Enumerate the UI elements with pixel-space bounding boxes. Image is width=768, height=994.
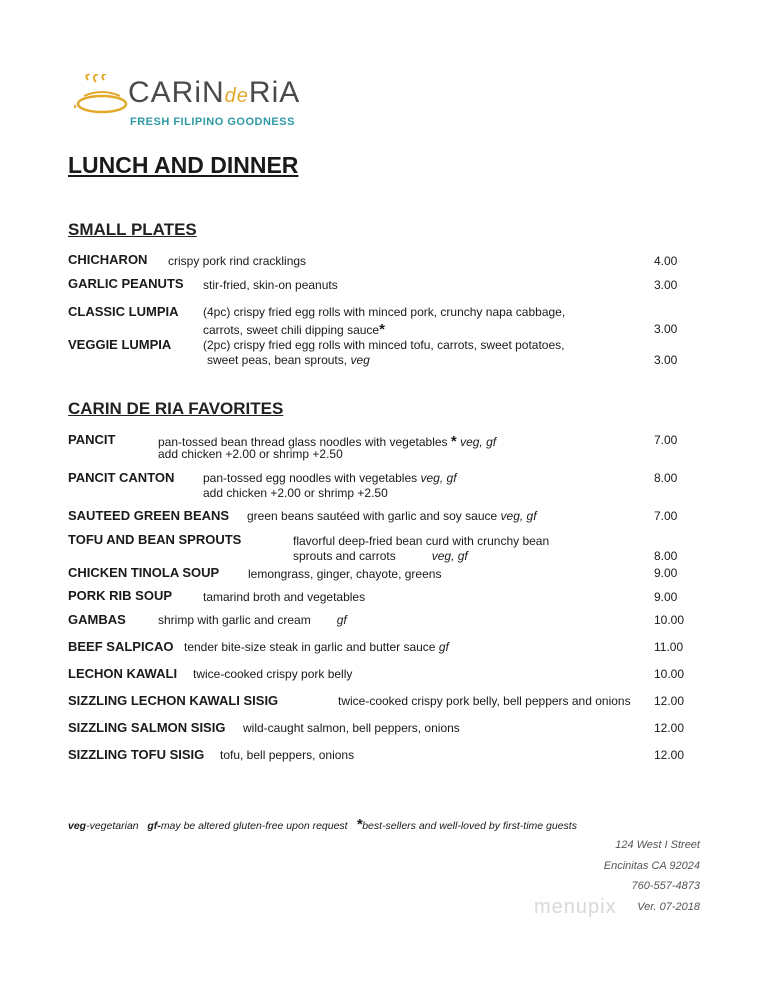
menu-item-price: 9.00 (654, 590, 678, 604)
menu-item-price: 10.00 (654, 613, 685, 627)
menu-item-price: 10.00 (654, 667, 685, 681)
menu-item-name: VEGGIE LUMPIA (68, 337, 172, 352)
menu-item-desc: shrimp with garlic and cream gf (158, 613, 347, 627)
brand-name: CARiNdeRiA (128, 76, 301, 109)
diet-tag: gf (336, 613, 347, 627)
menu-item-desc: sprouts and carrots veg, gf (293, 549, 468, 563)
menu-item-desc: flavorful deep-fried bean curd with crunchy bean (293, 534, 550, 548)
bestseller-star: * (356, 816, 363, 833)
menu-item-price: 12.00 (654, 694, 685, 708)
menu-item-price: 3.00 (654, 278, 678, 292)
menu-item-name: PORK RIB SOUP (68, 588, 173, 603)
address-street: 124 West I Street (615, 839, 700, 851)
menu-item-desc: add chicken +2.00 or shrimp +2.50 (203, 486, 388, 500)
menu-item-name: LECHON KAWALI (68, 666, 178, 681)
diet-tag: veg, gf (460, 435, 497, 449)
menu-item-desc: twice-cooked crispy pork belly (193, 667, 353, 681)
menu-item-desc: pan-tossed bean thread glass noodles with vegetables * veg, gf (158, 433, 497, 450)
menu-item-desc: (4pc) crispy fried egg rolls with minced pork, crunchy napa cabbage, (203, 305, 566, 319)
menu-item-desc: tofu, bell peppers, onions (220, 748, 355, 762)
menu-item-price: 12.00 (654, 721, 685, 735)
legend: veg-vegetarian gf-may be altered gluten-free upon request *best-sellers and well-loved by first-time guests (68, 816, 577, 833)
diet-tag: veg, gf (420, 471, 457, 485)
menu-item-name: GARLIC PEANUTS (68, 276, 184, 291)
bestseller-star: * (450, 433, 457, 450)
section-title-small-plates: SMALL PLATES (68, 220, 197, 239)
menu-item-name: CLASSIC LUMPIA (68, 304, 179, 319)
menu-item-name: PANCIT (68, 432, 116, 447)
menu-item-name: TOFU AND BEAN SPROUTS (68, 532, 242, 547)
menu-item-desc: lemongrass, ginger, chayote, greens (248, 567, 442, 581)
menu-item-price: 4.00 (654, 254, 678, 268)
menu-item-name: GAMBAS (68, 612, 126, 627)
menu-item-desc: crispy pork rind cracklings (168, 254, 307, 268)
menu-item-name: CHICKEN TINOLA SOUP (68, 565, 220, 580)
menu-item-name: CHICHARON (68, 252, 148, 267)
diet-tag: veg, gf (500, 509, 537, 523)
menu-item-price: 8.00 (654, 471, 678, 485)
menu-item-price: 3.00 (654, 322, 678, 336)
menu-item-price: 8.00 (654, 549, 678, 563)
diet-tag: veg, gf (431, 549, 468, 563)
menu-item-price: 7.00 (654, 509, 678, 523)
menu-item-price: 12.00 (654, 748, 685, 762)
menu-item-name: SIZZLING TOFU SISIG (68, 747, 205, 762)
menu-item-desc: carrots, sweet chili dipping sauce* (203, 321, 385, 338)
brand-tagline: FRESH FILIPINO GOODNESS (130, 116, 295, 128)
menu-item-price: 3.00 (654, 353, 678, 367)
frying-pan-icon (74, 74, 130, 118)
diet-tag: gf (438, 640, 449, 654)
menu-item-name: BEEF SALPICAO (68, 639, 174, 654)
section-title-favorites: CARIN DE RIA FAVORITES (68, 399, 284, 418)
menu-item-desc: wild-caught salmon, bell peppers, onions (243, 721, 460, 735)
menu-item-name: SIZZLING LECHON KAWALI SISIG (68, 693, 279, 708)
menu-item-desc: stir-fried, skin-on peanuts (203, 278, 338, 292)
brand-logo (74, 72, 304, 134)
menu-item-price: 7.00 (654, 433, 678, 447)
page-title: LUNCH AND DINNER (68, 152, 299, 178)
menu-item-name: SAUTEED GREEN BEANS (68, 508, 230, 523)
menu-item-desc: (2pc) crispy fried egg rolls with minced tofu, carrots, sweet potatoes, (203, 338, 565, 352)
watermark: menupix (534, 896, 617, 918)
menu-item-desc: add chicken +2.00 or shrimp +2.50 (158, 447, 343, 461)
menu-item-desc: tamarind broth and vegetables (203, 590, 366, 604)
diet-tag: veg (350, 353, 370, 367)
menu-item-desc: sweet peas, bean sprouts, veg (207, 353, 370, 367)
menu-item-name: PANCIT CANTON (68, 470, 175, 485)
menu-item-desc: twice-cooked crispy pork belly, bell peppers and onions (338, 694, 631, 708)
menu-version: Ver. 07-2018 (637, 901, 700, 913)
menu-item-price: 9.00 (654, 566, 678, 580)
menu-item-desc: tender bite-size steak in garlic and butter sauce gf (184, 640, 449, 654)
address-city: Encinitas CA 92024 (603, 860, 700, 872)
bestseller-star: * (379, 321, 385, 338)
address-phone[interactable]: 760-557-4873 (631, 880, 700, 892)
menu-item-desc: pan-tossed egg noodles with vegetables veg, gf (203, 471, 457, 485)
menu-item-name: SIZZLING SALMON SISIG (68, 720, 226, 735)
menu-item-price: 11.00 (654, 640, 684, 654)
menu-item-desc: green beans sautéed with garlic and soy sauce veg, gf (247, 509, 537, 523)
